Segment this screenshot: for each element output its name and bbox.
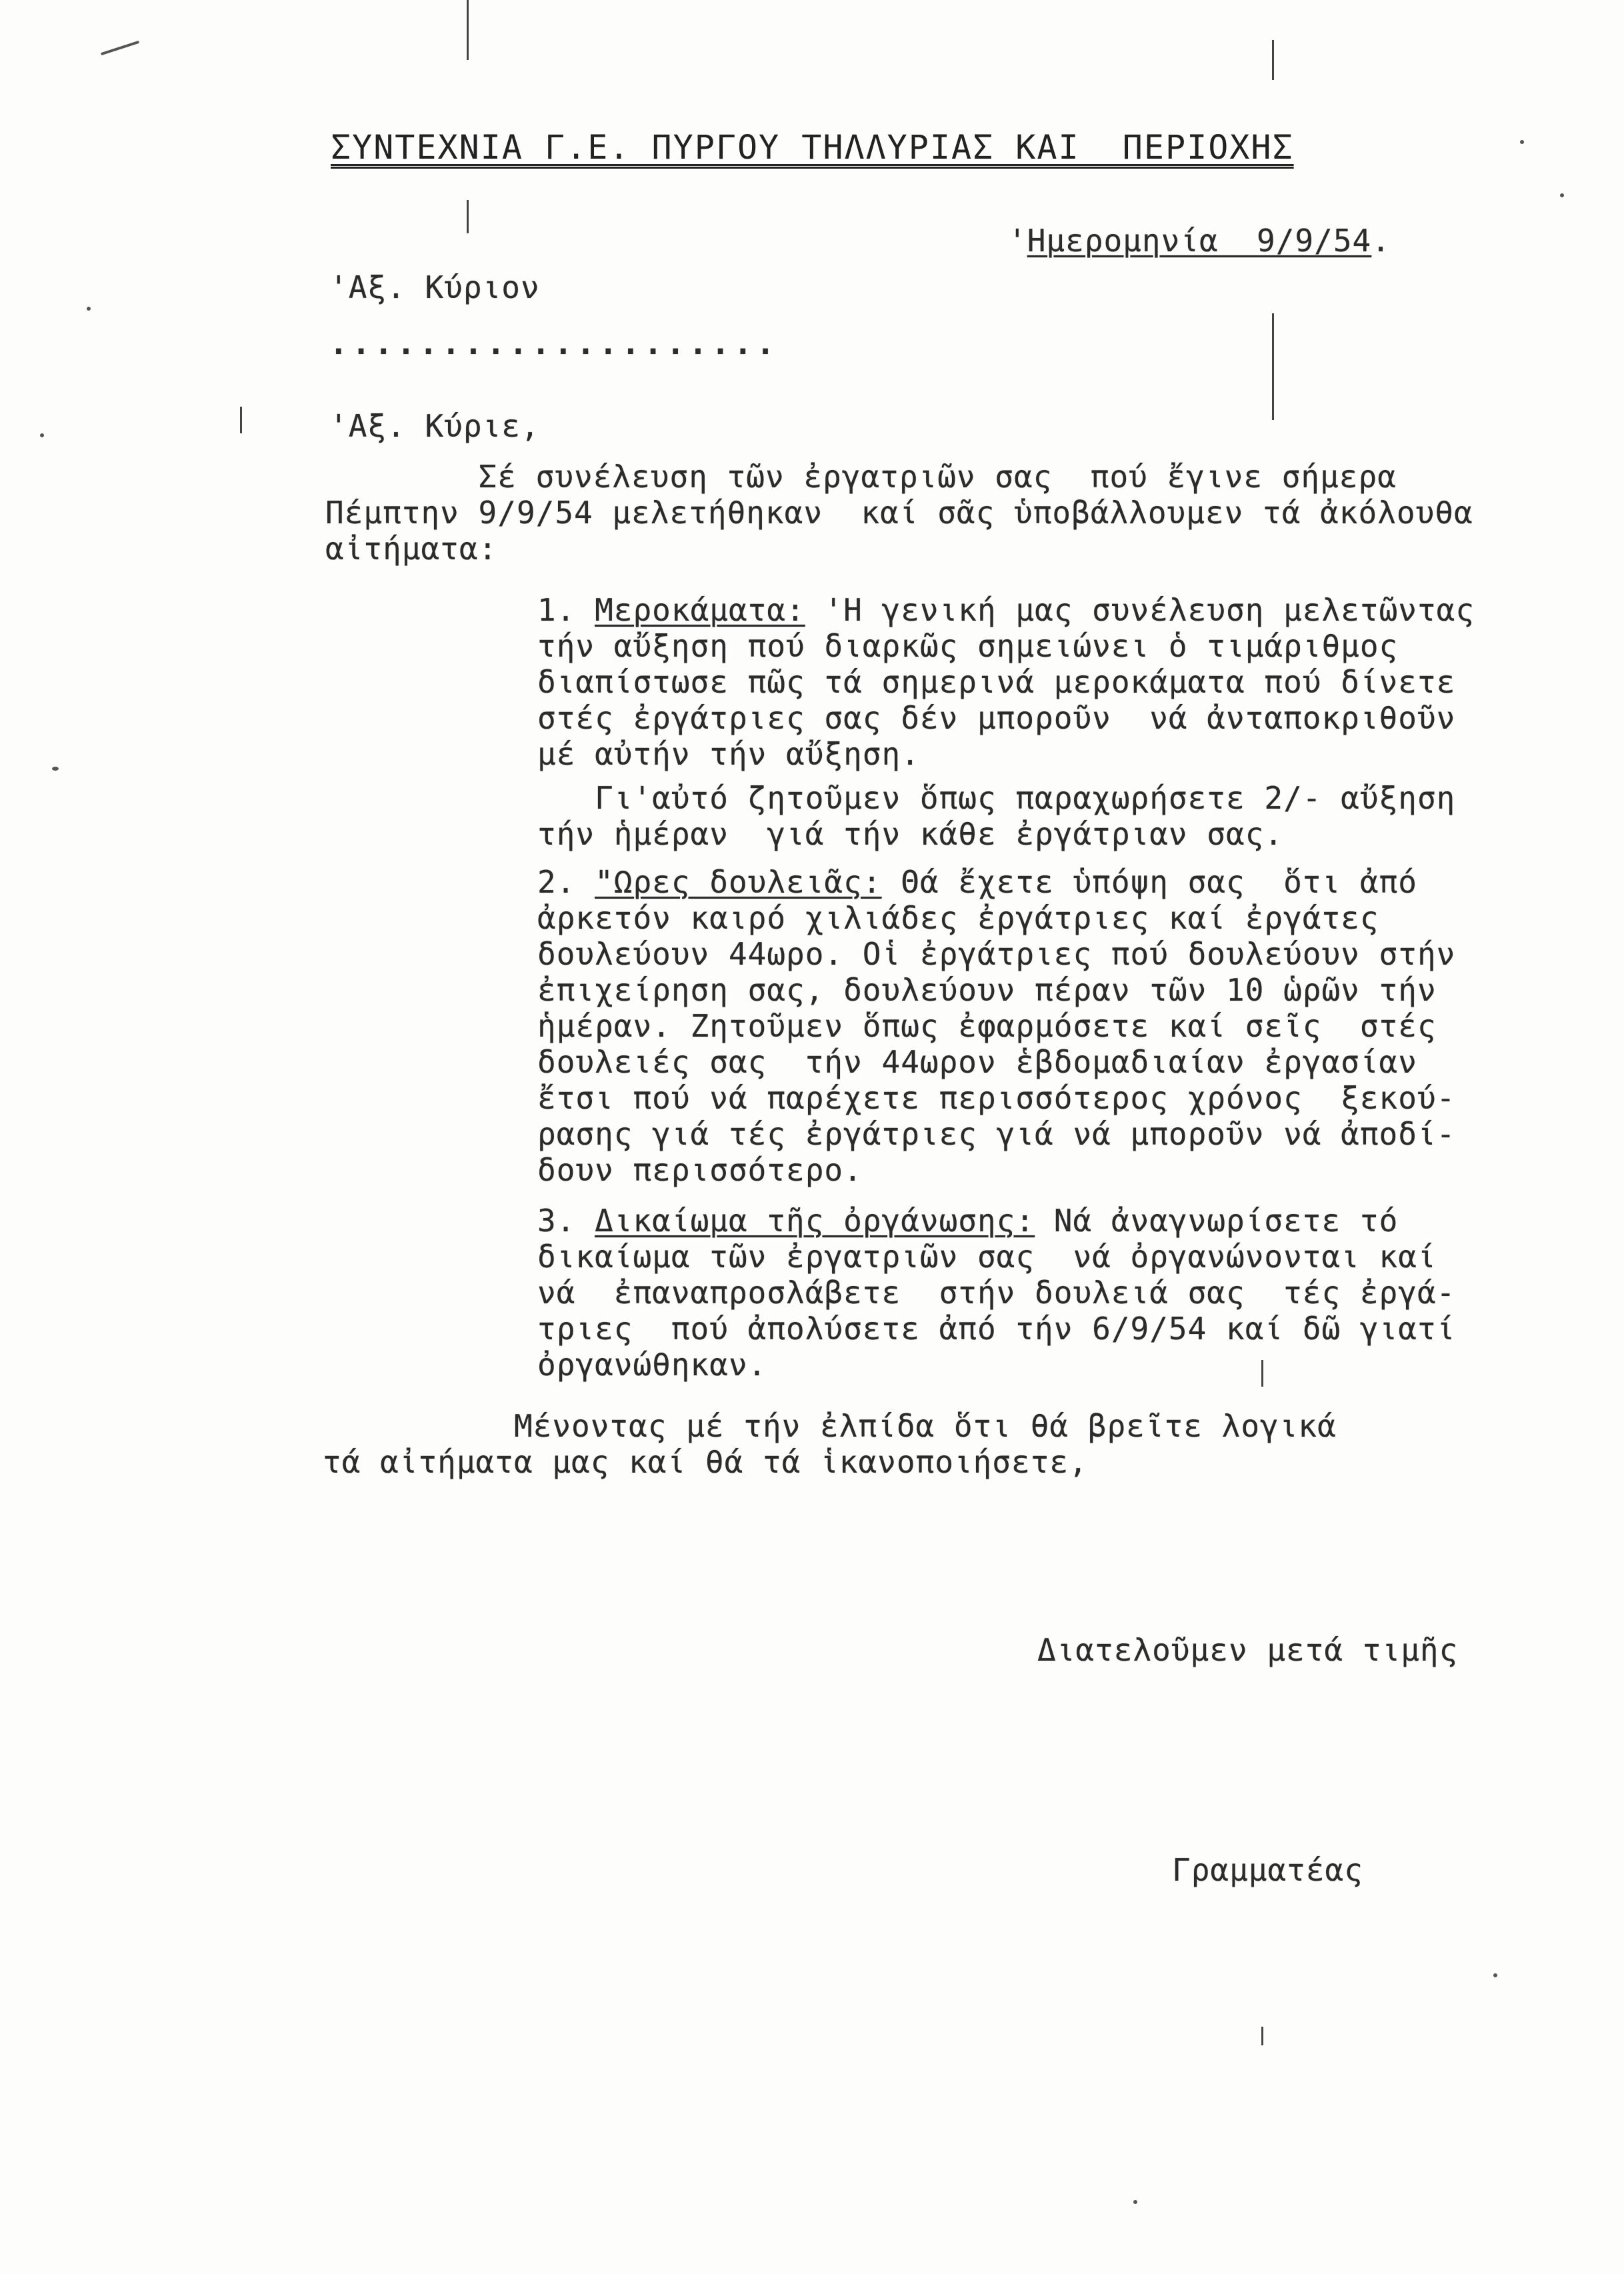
item-2-working-hours <box>537 864 1455 1188</box>
item-3-line: ὀργανώθηκαν. <box>537 1347 767 1383</box>
item-3-number: 3. <box>537 1203 595 1239</box>
closing-line: τά αἰτήματα μας καί θά τά ἱκανοποιήσετε, <box>323 1444 1088 1480</box>
date-label: Ημερομηνία <box>1027 223 1219 259</box>
scan-mark <box>1133 2200 1137 2204</box>
item-3-first-line <box>537 1203 1455 1239</box>
item-1-line: στές ἐργάτριες σας δέν μποροῦν νά ἀνταποκριθοῦν <box>537 700 1456 736</box>
item-2-line: δουλειές σας τήν 44ωρον ἑβδομαδιαίαν ἐργασίαν <box>537 1044 1417 1080</box>
item-1-line: τήν αὔξηση πού διαρκῶς σημειώνει ὁ τιμάριθμος <box>537 628 1399 664</box>
date-line <box>1008 223 1391 259</box>
intro-line: αἰτήματα: <box>325 531 498 567</box>
letter-heading: ΣΥΝΤΕΧΝΙΑ Γ.Ε. ΠΥΡΓΟΥ ΤΗΛΛΥΡΙΑΣ ΚΑΙ ΠΕΡΙΟΧΗΣ <box>331 128 1294 167</box>
item-1-line: μέ αὐτήν τήν αὔξηση. <box>537 736 920 772</box>
item-1-first-line <box>537 592 1475 628</box>
item-3-text: Νά ἀναγνωρίσετε τό <box>1035 1203 1399 1239</box>
item-1-number: 1. <box>537 592 595 628</box>
signature-title: Γραμματέας <box>1172 1852 1363 1888</box>
scan-mark <box>1261 2027 1263 2045</box>
item-2-line: δουν περισσότερο. <box>537 1152 863 1188</box>
scan-mark <box>240 407 242 433</box>
item-3-right-to-organize <box>537 1203 1455 1383</box>
item-2-text: Θά ἔχετε ὑπόψη σας ὅτι ἀπό <box>881 864 1417 900</box>
item-2-line: ἔτσι πού νά παρέχετε περισσότερος χρόνος ξεκού- <box>537 1080 1456 1116</box>
closing-line: Μένοντας μέ τήν ἐλπίδα ὅτι θά βρεῖτε λογικά <box>323 1408 1337 1444</box>
intro-line: Σέ συνέλευση τῶν ἐργατριῶν σας πού ἔγινε σήμερα <box>325 459 1397 495</box>
item-3-title: Δικαίωμα τῆς ὀργάνωσης: <box>595 1203 1035 1239</box>
salutation: 'Αξ. Κύριε, <box>329 408 540 444</box>
date-suffix: . <box>1371 223 1391 259</box>
date-prefix: ' <box>1008 223 1027 259</box>
item-2-first-line <box>537 864 1455 900</box>
item-1-request-line: τήν ἡμέραν γιά τήν κάθε ἐργάτριαν σας. <box>537 816 1284 852</box>
scan-mark <box>101 41 139 55</box>
item-1-title: Μεροκάματα: <box>595 592 805 628</box>
scan-mark <box>40 433 44 437</box>
item-1-line: διαπίστωσε πῶς τά σημερινά μεροκάματα πού δίνετε <box>537 664 1456 700</box>
scan-mark <box>1560 193 1564 197</box>
item-2-line: ἀρκετόν καιρό χιλιάδες ἐργάτριες καί ἐργάτες <box>537 900 1379 936</box>
date-value: 9/9/54 <box>1257 223 1372 259</box>
scan-mark <box>1272 313 1274 420</box>
item-3-line: νά ἐπαναπροσλάβετε στήν δουλειά σας τές ἐργά- <box>537 1275 1456 1311</box>
item-3-line: δικαίωμα τῶν ἐργατριῶν σας νά ὀργανώνονται καί <box>537 1239 1437 1275</box>
intro-line: Πέμπτην 9/9/54 μελετήθηκαν καί σᾶς ὑποβάλλουμεν τά ἀκόλουθα <box>325 495 1473 531</box>
scan-mark <box>87 307 91 311</box>
scan-mark <box>467 200 469 233</box>
scan-mark <box>1520 140 1524 144</box>
addressee-dotted-line: .................... <box>329 325 779 361</box>
scan-mark <box>1272 40 1274 80</box>
scan-mark <box>1493 1973 1497 1977</box>
item-2-title: "Ωρες δουλειᾶς: <box>595 864 882 900</box>
item-2-line: ἡμέραν. Ζητοῦμεν ὅπως ἐφαρμόσετε καί σεῖς στές <box>537 1008 1437 1044</box>
scan-mark <box>467 0 469 60</box>
item-1-request-line: Γι'αὐτό ζητοῦμεν ὅπως παραχωρήσετε 2/- αὔξηση <box>537 780 1456 816</box>
item-2-line: ρασης γιά τές ἐργάτριες γιά νά μποροῦν νά ἀποδί- <box>537 1116 1456 1152</box>
intro-paragraph <box>325 459 1473 567</box>
item-2-line: δουλεύουν 44ωρο. Οἱ ἐργάτριες πού δουλεύουν στήν <box>537 936 1456 972</box>
item-1-wages <box>537 592 1475 772</box>
item-3-line: τριες πού ἀπολύσετε ἀπό τήν 6/9/54 καί δῶ γιατί <box>537 1311 1456 1347</box>
date-spacer <box>1219 223 1257 259</box>
closing-paragraph <box>323 1408 1337 1480</box>
item-2-number: 2. <box>537 864 595 900</box>
scan-mark <box>52 767 59 771</box>
sign-off: Διατελοῦμεν μετά τιμῆς <box>1037 1632 1459 1668</box>
addressee: 'Αξ. Κύριον <box>329 269 540 305</box>
item-2-line: ἐπιχείρηση σας, δουλεύουν πέραν τῶν 10 ὡρῶν τήν <box>537 972 1437 1008</box>
item-1-request <box>537 780 1455 852</box>
item-1-text: 'Η γενική μας συνέλευση μελετῶντας <box>805 592 1475 628</box>
